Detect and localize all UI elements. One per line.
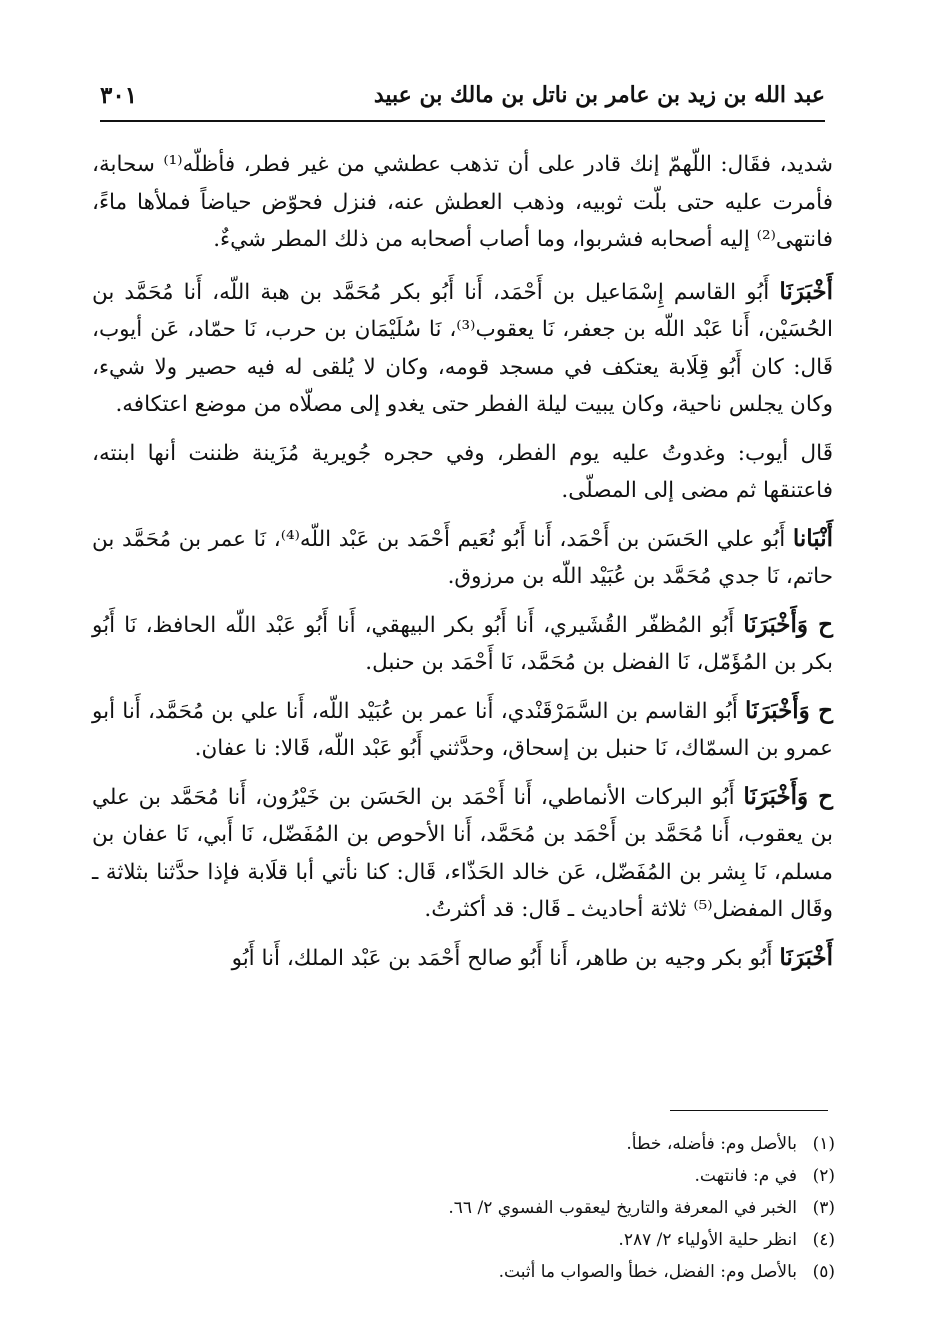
paragraph-text: أَبُو المُظفّر القُشَيري، أَنا أَبُو بكر البيهقي، أَنا أَبُو عَبْد اللّه الحافظ، نَا أَبُو بكر بن المُؤَمّل، نَا الفضل بن مُحَمَّد، نَا أَحْمَد بن حنبل. bbox=[92, 612, 833, 675]
footnote-text: بالأصل وم: الفضل، خطأ والصواب ما أثبت. bbox=[498, 1262, 797, 1282]
footnote-divider bbox=[670, 1110, 828, 1111]
footnote-text: بالأصل وم: فأضله، خطأ. bbox=[626, 1134, 797, 1154]
paragraph-lead: ح وَأَخْبَرَنَا bbox=[743, 610, 834, 638]
paragraph bbox=[92, 692, 833, 768]
paragraph bbox=[92, 273, 833, 424]
footnote-number: (٣) bbox=[812, 1198, 835, 1218]
footnote-number: (٤) bbox=[812, 1230, 835, 1250]
paragraph-lead: ح وَأَخْبَرَنَا bbox=[745, 696, 834, 724]
footnote bbox=[200, 1128, 835, 1160]
footnote-number: (١) bbox=[812, 1134, 835, 1154]
footnote bbox=[200, 1192, 835, 1224]
paragraph-text: أَبُو علي الحَسَن بن أَحْمَد، أَنا أَبُو نُعَيم أَحْمَد بن عَبْد اللّه⁽⁴⁾، نَا عمر بن مُحَمَّد بن حاتم، نَا جدي مُحَمَّد بن عُبَيْد اللّه بن مرزوق. bbox=[92, 526, 833, 589]
paragraph-lead: أَخْبَرَنَا bbox=[779, 943, 833, 971]
running-title: عبد الله بن زيد بن عامر بن ناتل بن مالك بن عبيد bbox=[373, 82, 825, 108]
paragraph-text: شديد، فقَال: اللّهمّ إنك قادر على أن تذهب عطشي من غير فطر، فأظلّه⁽¹⁾ سحابة، فأمرت عليه حتى بلّت ثوبيه، وذهب العطش عنه، فنزل فحوّض حياضاً فملأها ماءً، فانتهى⁽²⁾ إليه أصحابه فشربوا، وما أصاب أصحابه من ذلك المطر شيءٌ. bbox=[92, 152, 833, 252]
page-header bbox=[100, 78, 825, 122]
paragraph-text: قَال أيوب: وغدوتُ عليه يوم الفطر، وفي حجره جُويرية مُزَينة ظننت أنها ابنته، فاعتنقها ثم مضى إلى المصلّى. bbox=[92, 440, 833, 503]
main-text bbox=[92, 145, 833, 987]
paragraph-text: أَبُو القاسم بن السَّمَرْقَنْدي، أَنا عمر بن عُبَيْد اللّه، أَنا علي بن مُحَمَّد، أَنا أبو عمرو بن السمّاك، نَا حنبل بن إسحاق، وحدَّثني أَبُو عَبْد اللّه، قَالا: نا عفان. bbox=[92, 698, 833, 761]
footnotes bbox=[200, 1128, 835, 1288]
footnote-text: انظر حلية الأولياء ٢/ ٢٨٧. bbox=[618, 1230, 797, 1250]
paragraph-lead: أَنْبَانا bbox=[792, 524, 834, 552]
paragraph bbox=[92, 778, 833, 929]
paragraph-text: أَبُو القاسم إِسْمَاعيل بن أَحْمَد، أَنا أَبُو بكر مُحَمَّد بن هبة اللّه، أَنا مُحَمَّد بن الحُسَيْن، أَنا عَبْد اللّه بن جعفر، نَا يعقوب⁽³⁾، نَا سُلَيْمَان بن حرب، نَا حمّاد، عَن أيوب، قَال: كان أَبُو قِلَابة يعتكف في مسجد قومه، وكان لا يُلقى له فيه حصير ولا شيء، وكان يجلس ناحية، وكان يبيت ليلة الفطر حتى يغدو إلى مصلّاه من موضع اعتكافه. bbox=[92, 279, 833, 417]
footnote-number: (٥) bbox=[812, 1262, 835, 1282]
page-number: ٣٠١ bbox=[100, 82, 138, 109]
footnote bbox=[200, 1256, 835, 1288]
footnote bbox=[200, 1224, 835, 1256]
footnote-number: (٢) bbox=[812, 1166, 835, 1186]
paragraph bbox=[92, 145, 833, 259]
paragraph bbox=[92, 606, 833, 682]
paragraph bbox=[92, 520, 833, 596]
footnote-text: الخبر في المعرفة والتاريخ ليعقوب الفسوي ٢/ ٦٦. bbox=[448, 1198, 797, 1218]
paragraph bbox=[92, 939, 833, 978]
paragraph-text: أَبُو البركات الأنماطي، أَنا أَحْمَد بن الحَسَن بن خَيْرُون، أَنا مُحَمَّد بن علي بن يعقوب، أَنا مُحَمَّد بن أَحْمَد بن مُحَمَّد، أَنا الأحوص بن المُفَضّل، نَا أَبي، نَا عفان بن مسلم، نَا بِشر بن المُفَضّل، عَن خالد الحَذّاء، قَال: كنا نأتي أبا قلَابة فإذا حدَّثنا بثلاثة ـ وقَال المفضل⁽⁵⁾ ثلاثة أحاديث ـ قَال: قد أكثرتُ. bbox=[92, 784, 833, 922]
paragraph-text: أَبُو بكر وجيه بن طاهر، أَنا أَبُو صالح أَحْمَد بن عَبْد الملك، أَنا أَبُو bbox=[231, 945, 780, 971]
footnote bbox=[200, 1160, 835, 1192]
paragraph-lead: أَخْبَرَنَا bbox=[779, 277, 833, 305]
paragraph-lead: ح وَأَخْبَرَنَا bbox=[743, 782, 833, 810]
paragraph bbox=[92, 434, 833, 510]
footnote-text: في م: فانتهت. bbox=[694, 1166, 797, 1186]
